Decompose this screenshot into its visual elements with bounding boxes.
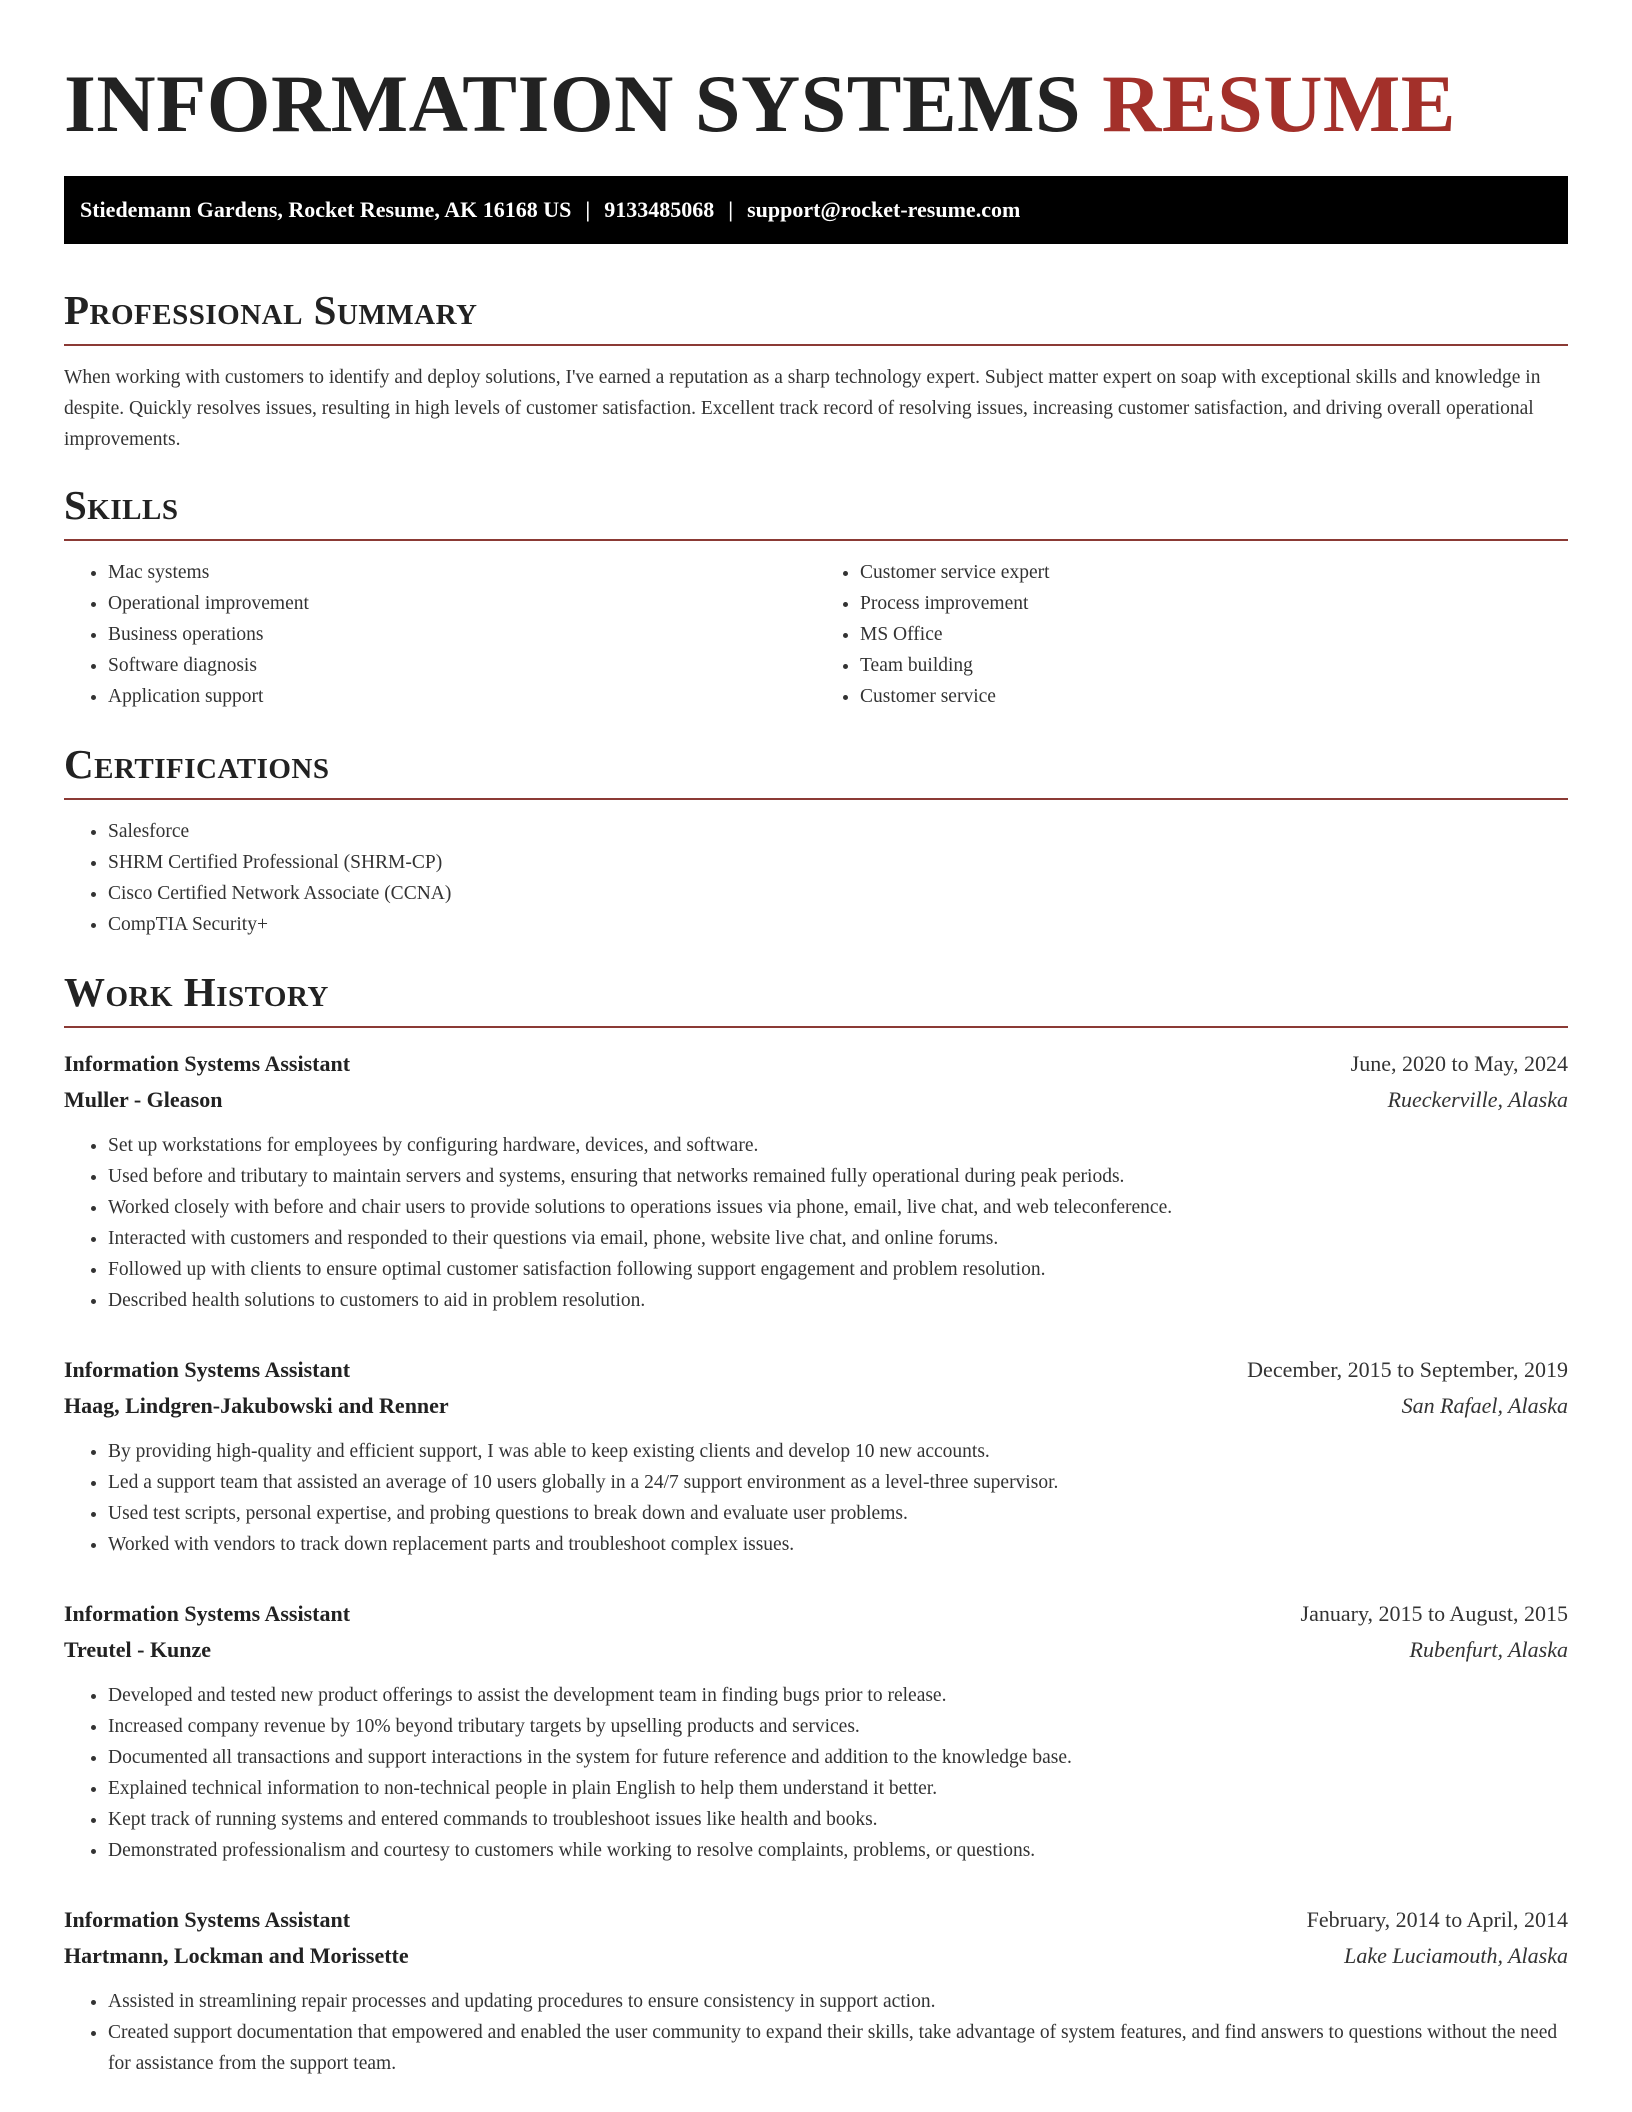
job-company-row xyxy=(64,1938,1568,1974)
job-location: Rubenfurt, Alaska xyxy=(1409,1637,1568,1662)
section-divider xyxy=(64,539,1568,541)
skill-item: • MS Office xyxy=(860,619,1568,650)
contact-email: support@rocket-resume.com xyxy=(747,197,1021,222)
job-company: Haag, Lindgren-Jakubowski and Renner xyxy=(64,1393,449,1418)
skill-item: • Team building xyxy=(860,650,1568,681)
job-title: Information Systems Assistant xyxy=(64,1601,351,1626)
section-divider xyxy=(64,344,1568,346)
job-duty: • Set up workstations for employees by configuring hardware, devices, and software. xyxy=(108,1130,1568,1161)
job-header-row xyxy=(64,1352,1568,1388)
skill-item: • Process improvement xyxy=(860,588,1568,619)
job-duty: • Explained technical information to non-technical people in plain English to help them understand it better. xyxy=(108,1773,1568,1804)
job-duty: • Kept track of running systems and entered commands to troubleshoot issues like health and books. xyxy=(108,1804,1568,1835)
contact-bar xyxy=(64,176,1568,244)
skills-grid xyxy=(64,557,1568,712)
job-duty: • Developed and tested new product offerings to assist the development team in finding bugs prior to release. xyxy=(108,1680,1568,1711)
job-duty: • Interacted with customers and responded to their questions via email, phone, website live chat, and online forums. xyxy=(108,1223,1568,1254)
job-duty: • Led a support team that assisted an average of 10 users globally in a 24/7 support environment as a level-three supervisor. xyxy=(108,1467,1568,1498)
job-entry xyxy=(64,1352,1568,1560)
summary-text: When working with customers to identify and deploy solutions, I've earned a reputation as a sharp technology expert. Subject matter expert on soap with exceptional skills and knowledge in despite. Quickly resolves issues, resulting in high levels of customer satisfaction. Excellent track record of resolving issues, increasing customer satisfaction, and driving overall operational improvements. xyxy=(64,367,1541,450)
skill-item: • Mac systems xyxy=(108,557,816,588)
job-duties xyxy=(64,1986,1568,2079)
contact-separator: | xyxy=(728,197,734,222)
contact-address: Stiedemann Gardens, Rocket Resume, AK 16168 US xyxy=(80,197,572,222)
job-header-row xyxy=(64,1596,1568,1632)
skills-list-left xyxy=(64,557,816,712)
job-title: Information Systems Assistant xyxy=(64,1357,351,1382)
job-company: Muller - Gleason xyxy=(64,1087,223,1112)
skill-item: • Software diagnosis xyxy=(108,650,816,681)
skills-section xyxy=(64,481,1568,712)
job-dates: December, 2015 to September, 2019 xyxy=(1247,1357,1568,1382)
job-entry xyxy=(64,1902,1568,2079)
summary-heading: Professional Summary xyxy=(64,287,478,333)
job-duty: • Created support documentation that empowered and enabled the user community to expand their skills, take advantage of system features, and find answers to questions without the need for assistance from the support team. xyxy=(108,2017,1568,2079)
work-history-heading: Work History xyxy=(64,969,329,1015)
job-company-row xyxy=(64,1388,1568,1424)
job-duty: • Assisted in streamlining repair processes and updating procedures to ensure consistency in support action. xyxy=(108,1986,1568,2017)
job-duties xyxy=(64,1680,1568,1866)
job-duty: • Used before and tributary to maintain servers and systems, ensuring that networks remained fully operational during peak periods. xyxy=(108,1161,1568,1192)
skill-item: • Operational improvement xyxy=(108,588,816,619)
job-company: Treutel - Kunze xyxy=(64,1637,212,1662)
skill-item: • Customer service expert xyxy=(860,557,1568,588)
job-duty: • Demonstrated professionalism and courtesy to customers while working to resolve complaints, problems, or questions. xyxy=(108,1835,1568,1866)
job-title: Information Systems Assistant xyxy=(64,1051,351,1076)
skill-item: • Business operations xyxy=(108,619,816,650)
certification-item: • SHRM Certified Professional (SHRM-CP) xyxy=(108,847,1568,878)
certifications-heading: Certifications xyxy=(64,741,330,787)
certifications-list xyxy=(64,816,1568,940)
certification-item: • CompTIA Security+ xyxy=(108,909,1568,940)
section-divider xyxy=(64,798,1568,800)
job-entry xyxy=(64,1046,1568,1316)
job-duties xyxy=(64,1130,1568,1316)
job-company-row xyxy=(64,1632,1568,1668)
certification-item: • Salesforce xyxy=(108,816,1568,847)
certifications-section xyxy=(64,740,1568,940)
job-title: Information Systems Assistant xyxy=(64,1907,351,1932)
skill-item: • Customer service xyxy=(860,681,1568,712)
resume-title xyxy=(64,58,1568,150)
certification-item: • Cisco Certified Network Associate (CCNA) xyxy=(108,878,1568,909)
skill-item: • Application support xyxy=(108,681,816,712)
summary-section xyxy=(64,286,1568,455)
job-duty: • Used test scripts, personal expertise, and probing questions to break down and evaluate user problems. xyxy=(108,1498,1568,1529)
job-dates: June, 2020 to May, 2024 xyxy=(1350,1051,1568,1076)
job-location: Rueckerville, Alaska xyxy=(1387,1087,1568,1112)
resume-page xyxy=(64,0,1568,2079)
title-accent: RESUME xyxy=(1102,58,1456,149)
title-main: INFORMATION SYSTEMS xyxy=(64,58,1082,149)
section-divider xyxy=(64,1026,1568,1028)
job-company: Hartmann, Lockman and Morissette xyxy=(64,1943,409,1968)
job-duty: • Increased company revenue by 10% beyond tributary targets by upselling products and services. xyxy=(108,1711,1568,1742)
job-duties xyxy=(64,1436,1568,1560)
job-duty: • Documented all transactions and support interactions in the system for future reference and addition to the knowledge base. xyxy=(108,1742,1568,1773)
job-duty: • Worked closely with before and chair users to provide solutions to operations issues via phone, email, live chat, and web teleconference. xyxy=(108,1192,1568,1223)
job-duty: • Followed up with clients to ensure optimal customer satisfaction following support engagement and problem resolution. xyxy=(108,1254,1568,1285)
job-duty: • By providing high-quality and efficient support, I was able to keep existing clients and develop 10 new accounts. xyxy=(108,1436,1568,1467)
job-location: Lake Luciamouth, Alaska xyxy=(1344,1943,1568,1968)
contact-phone: 9133485068 xyxy=(604,197,715,222)
job-dates: February, 2014 to April, 2014 xyxy=(1306,1907,1568,1932)
skills-heading: Skills xyxy=(64,482,179,528)
job-duty: • Described health solutions to customers to aid in problem resolution. xyxy=(108,1285,1568,1316)
contact-separator: | xyxy=(585,197,591,222)
job-entry xyxy=(64,1596,1568,1866)
skills-list-right xyxy=(816,557,1568,712)
job-duty: • Worked with vendors to track down replacement parts and troubleshoot complex issues. xyxy=(108,1529,1568,1560)
job-dates: January, 2015 to August, 2015 xyxy=(1300,1601,1568,1626)
job-company-row xyxy=(64,1082,1568,1118)
job-header-row xyxy=(64,1902,1568,1938)
job-header-row xyxy=(64,1046,1568,1082)
job-location: San Rafael, Alaska xyxy=(1401,1393,1568,1418)
work-history-section xyxy=(64,968,1568,2079)
